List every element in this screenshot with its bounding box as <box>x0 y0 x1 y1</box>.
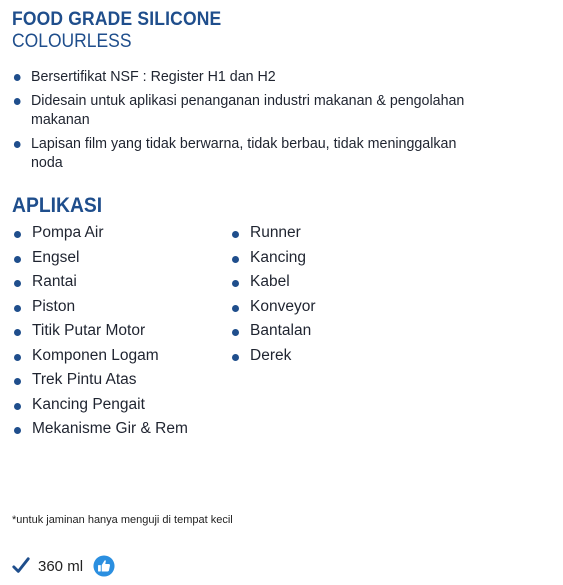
size-row <box>12 555 115 577</box>
bullet-icon <box>14 280 21 287</box>
checkmark-icon <box>12 557 30 575</box>
bullet-icon <box>232 354 239 361</box>
bullet-icon <box>14 305 21 312</box>
application-item <box>230 295 315 320</box>
application-label: Piston <box>32 297 76 315</box>
applications-list <box>12 221 552 442</box>
bullet-icon <box>232 256 239 263</box>
application-label: Konveyor <box>250 297 316 315</box>
footnote: *untuk jaminan hanya menguji di tempat kecil <box>12 514 233 526</box>
bullet-icon <box>14 329 21 336</box>
application-label: Kancing <box>250 248 307 266</box>
bullet-icon <box>14 74 21 81</box>
application-label: Bantalan <box>250 322 312 339</box>
application-label: Runner <box>250 224 301 241</box>
application-label: Kabel <box>250 273 290 290</box>
application-label: Pompa Air <box>32 224 104 241</box>
feature-item <box>12 91 478 129</box>
application-label: Engsel <box>32 248 80 266</box>
application-item <box>12 393 230 418</box>
application-label: Titik Putar Motor <box>32 322 146 339</box>
bullet-icon <box>14 256 21 263</box>
bullet-icon <box>232 329 239 336</box>
application-item <box>230 221 315 246</box>
application-label: Kancing Pengait <box>32 395 145 413</box>
feature-text: Lapisan film yang tidak berwarna, tidak berbau, tidak meninggalkan noda <box>31 135 457 171</box>
feature-item <box>12 67 478 86</box>
application-item <box>230 319 315 344</box>
size-label: 360 ml <box>38 557 84 575</box>
bullet-icon <box>14 231 21 238</box>
application-label: Komponen Logam <box>32 346 159 364</box>
application-item <box>12 270 230 295</box>
application-item <box>230 344 315 369</box>
feature-list <box>12 67 552 172</box>
feature-text: Didesain untuk aplikasi penanganan industri makanan & pengolahan makanan <box>31 92 465 128</box>
application-item <box>12 295 230 320</box>
application-item <box>12 417 230 442</box>
application-item <box>230 246 315 271</box>
bullet-icon <box>232 280 239 287</box>
application-label: Trek Pintu Atas <box>32 371 137 388</box>
application-item <box>12 368 230 393</box>
bullet-icon <box>14 98 21 105</box>
application-item <box>230 270 315 295</box>
application-item <box>12 246 230 271</box>
bullet-icon <box>14 403 21 410</box>
bullet-icon <box>232 305 239 312</box>
thumbs-up-icon[interactable] <box>93 555 115 577</box>
bullet-icon <box>14 141 21 148</box>
product-title: FOOD GRADE SILICONE <box>12 9 222 30</box>
application-item <box>12 319 230 344</box>
application-label: Derek <box>250 346 292 364</box>
application-label: Rantai <box>32 273 77 290</box>
applications-column-1 <box>12 221 230 442</box>
bullet-icon <box>232 231 239 238</box>
bullet-icon <box>14 427 21 434</box>
bullet-icon <box>14 354 21 361</box>
product-subtitle: COLOURLESS <box>12 31 132 52</box>
application-item <box>12 221 230 246</box>
application-label: Mekanisme Gir & Rem <box>32 420 188 437</box>
feature-text: Bersertifikat NSF : Register H1 dan H2 <box>31 68 276 85</box>
bullet-icon <box>14 378 21 385</box>
product-sheet <box>12 9 552 442</box>
feature-item <box>12 134 478 172</box>
applications-column-2 <box>230 221 315 442</box>
application-item <box>12 344 230 369</box>
applications-heading: APLIKASI <box>12 194 103 217</box>
